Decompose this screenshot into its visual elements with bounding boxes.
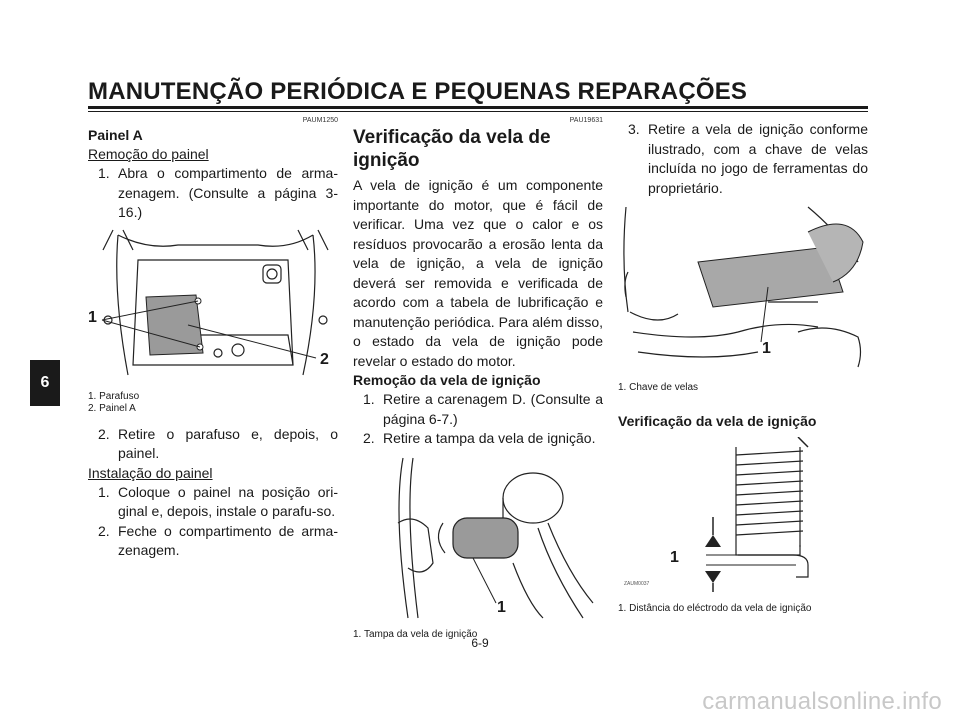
watermark: carmanualsonline.info (702, 688, 942, 715)
spark-plug-check-title: Verificação da vela de ignição (353, 127, 551, 171)
electrode-gap-illustration (618, 437, 868, 597)
panel-a-figure (88, 225, 338, 391)
figure-code: ZAUM0037 (624, 581, 650, 587)
caption-parafuso: 1. Parafuso (88, 390, 140, 402)
spark-cap-illustration (353, 453, 603, 623)
step-text: Coloque o painel na posição ori-ginal e, depois, instale o parafu-so. (118, 483, 338, 519)
column-1 (88, 116, 338, 561)
step-text: Retire a tampa da vela de ignição. (383, 430, 596, 446)
callout-1: 1 (670, 549, 679, 566)
spark-step-3 (618, 120, 868, 198)
caption-painel-a: 2. Painel A (88, 402, 136, 414)
spark-plug-removal-heading: Remoção da vela de ignição (353, 372, 541, 388)
step-number: 2. (98, 522, 110, 539)
spark-check-heading: Verificação da vela de ignição (618, 413, 817, 429)
chapter-tab: 6 (30, 360, 60, 406)
spark-cap-figure (353, 453, 603, 623)
step-number: 3. (628, 121, 640, 137)
step-text: Retire a carenagem D. (Consulte a página 6-7.) (383, 391, 603, 427)
column-2 (353, 116, 603, 641)
step-text: Retire a vela de ignição conforme ilustrado, com a chave de velas incluída no jogo de ferramentas do proprietário. (648, 121, 868, 196)
step-number: 2. (98, 425, 110, 442)
callout-1: 1 (497, 598, 506, 616)
header-rule-thin (88, 111, 868, 112)
step-number: 1. (98, 483, 110, 500)
install-step-1 (88, 483, 338, 522)
section-code: PAUM1250 (302, 117, 338, 124)
removal-step-2 (88, 425, 338, 464)
caption-spark-cap: 1. Tampa da vela de ignição (353, 628, 478, 640)
spark-step-1 (353, 390, 603, 429)
step-number: 2. (363, 430, 375, 446)
electrode-gap-figure (618, 437, 868, 597)
step-number: 1. (98, 165, 110, 181)
spark-plug-intro: A vela de ignição é um componente importante do motor, que é fácil de verificar. Uma vez que o calor e os resíduos provocarão a erosão lenta da vela de ignição, a vela de ignição deverá ser removida e verificada de acordo com a tabela de lubrificação e manutenção periódica. Para além disso, o estado da vela de ignição pode revelar o estado do motor. (353, 177, 603, 369)
section-code: PAU19631 (569, 117, 603, 124)
callout-1: 1 (762, 340, 771, 357)
install-step-2 (88, 522, 338, 561)
step-number: 1. (363, 391, 375, 407)
caption-wrench: 1. Chave de velas (618, 382, 699, 393)
caption-electrode-gap: 1. Distância do eléctrodo da vela de ignição (618, 603, 812, 614)
spark-step-2 (353, 429, 603, 449)
panel-removal-heading: Remoção do painel (88, 146, 209, 162)
spark-wrench-figure (618, 202, 868, 372)
callout-2: 2 (320, 350, 329, 368)
step-text: Feche o compartimento de arma-zenagem. (118, 522, 338, 558)
callout-1: 1 (88, 308, 97, 326)
spark-wrench-illustration (618, 202, 868, 372)
step-text: Abra o compartimento de arma-zenagem. (Consulte a página 3-16.) (118, 165, 338, 220)
chapter-title: MANUTENÇÃO PERIÓDICA E PEQUENAS REPARAÇÕES (88, 78, 748, 105)
panel-a-heading: Painel A (88, 127, 143, 143)
page-number: 6-9 (471, 636, 489, 650)
panel-a-illustration (88, 225, 338, 391)
column-3 (618, 116, 868, 615)
panel-install-heading: Instalação do painel (88, 464, 213, 481)
header-rule (88, 106, 868, 109)
removal-step-1 (88, 164, 338, 223)
step-text: Retire o parafuso e, depois, o painel. (118, 425, 338, 461)
